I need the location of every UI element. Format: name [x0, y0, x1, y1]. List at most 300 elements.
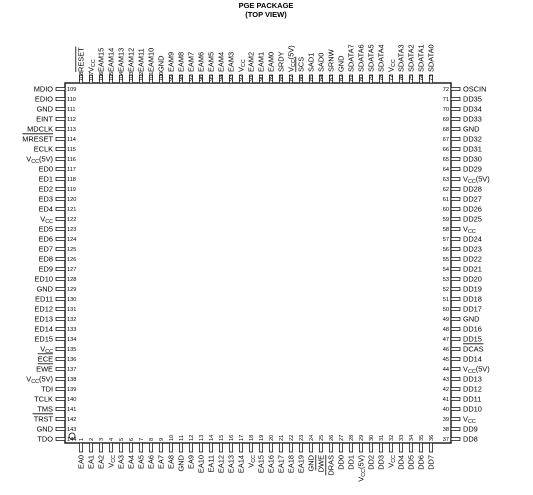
pin-lead-20 — [269, 443, 272, 452]
pin-lead-29 — [359, 443, 362, 452]
pin-lead-142 — [56, 417, 65, 420]
signal-ea1: EA1 — [86, 455, 96, 469]
pin-lead-34 — [409, 443, 412, 452]
pin-number-136: 136 — [67, 357, 77, 363]
pin-number-82: 82 — [339, 74, 345, 81]
signal-ed14: ED14 — [34, 324, 53, 334]
pin-number-64: 64 — [442, 167, 449, 173]
pin-lead-45 — [451, 357, 460, 360]
pin-number-68: 68 — [442, 127, 449, 133]
view-subtitle: (TOP VIEW) — [245, 10, 287, 19]
pin-number-102: 102 — [139, 71, 145, 81]
pin-lead-17 — [239, 443, 242, 452]
pin-number-138: 138 — [67, 377, 77, 383]
signal-ed5: ED5 — [38, 224, 53, 234]
signal-ed2: ED2 — [38, 184, 53, 194]
pin-number-75: 75 — [409, 74, 415, 81]
pin-number-26: 26 — [329, 434, 335, 441]
pin-number-141: 141 — [67, 407, 77, 413]
pin-number-39: 39 — [442, 417, 449, 423]
pin-number-5: 5 — [119, 437, 125, 441]
pin-number-16: 16 — [229, 434, 235, 441]
signal-eam11: EAM11 — [136, 48, 146, 72]
pin-number-83: 83 — [329, 74, 335, 81]
pin-number-113: 113 — [67, 127, 76, 133]
pin-lead-5 — [119, 443, 122, 452]
pin-lead-21 — [279, 443, 282, 452]
signal-dd26: DD26 — [463, 204, 482, 214]
signal-ea0: EA0 — [76, 455, 86, 469]
pin-number-42: 42 — [442, 387, 449, 393]
pin-lead-138 — [56, 377, 65, 380]
signal-eam4: EAM4 — [216, 51, 226, 72]
pin-lead-131 — [56, 307, 65, 310]
pin-number-51: 51 — [442, 297, 449, 303]
pin-lead-112 — [56, 117, 65, 120]
pin-number-19: 19 — [259, 434, 265, 441]
signal-ea3: EA3 — [116, 455, 126, 469]
signal-dwe: DWE — [316, 455, 326, 473]
pin-lead-117 — [56, 167, 65, 170]
signal-dd22: DD22 — [463, 254, 482, 264]
pin-number-137: 137 — [67, 367, 77, 373]
signal-vcc-5v: $V_{CC}(5V)$ — [26, 374, 53, 386]
signal-ed7: ED7 — [38, 244, 53, 254]
signal-dd35: DD35 — [463, 94, 482, 104]
pin-lead-26 — [329, 443, 332, 452]
signal-ed10: ED10 — [34, 274, 53, 284]
pin-number-8: 8 — [149, 437, 155, 441]
signal-sdata1: SDATA1 — [416, 44, 426, 72]
pin-number-106: 106 — [99, 71, 105, 81]
signal-eclk: ECLK — [33, 144, 53, 154]
pin-number-127: 127 — [67, 267, 77, 273]
pin-number-123: 123 — [67, 227, 77, 233]
pin-number-45: 45 — [442, 357, 449, 363]
signal-tdi: TDI — [41, 384, 53, 394]
pin-number-110: 110 — [67, 97, 76, 103]
pin-lead-50 — [451, 307, 460, 310]
pin-number-107: 107 — [89, 71, 95, 81]
pin-lead-136 — [56, 357, 65, 360]
signal-gnd: GND — [36, 104, 53, 114]
pin-number-11: 11 — [179, 435, 185, 441]
signal-eam14: EAM14 — [106, 47, 116, 72]
signal-tclk: TCLK — [34, 394, 53, 404]
pin-number-70: 70 — [442, 107, 449, 113]
pin-lead-67 — [451, 137, 460, 140]
signal-eam5: EAM5 — [206, 51, 216, 72]
pin-number-24: 24 — [309, 434, 315, 441]
signal-dd30: DD30 — [463, 154, 482, 164]
pin-lead-51 — [451, 297, 460, 300]
signal-ea11: EA11 — [206, 455, 216, 473]
pin-lead-25 — [319, 443, 322, 452]
signal-ed0: ED0 — [38, 164, 53, 174]
signal-dd0: DD0 — [336, 455, 346, 470]
pin-number-93: 93 — [229, 74, 235, 81]
pin-lead-13 — [199, 443, 202, 452]
pin-number-131: 131 — [67, 307, 77, 313]
pin-number-40: 40 — [442, 407, 449, 413]
pin-number-41: 41 — [442, 397, 449, 403]
pin-lead-121 — [56, 207, 65, 210]
pin-number-84: 84 — [319, 74, 325, 81]
pin-number-140: 140 — [67, 397, 77, 403]
pin-number-77: 77 — [389, 74, 395, 81]
pin-lead-30 — [369, 443, 372, 452]
pin-number-66: 66 — [442, 147, 449, 153]
pin-number-28: 28 — [349, 434, 355, 441]
pin-number-142: 142 — [67, 417, 77, 423]
pin-lead-128 — [56, 277, 65, 280]
pin-number-22: 22 — [289, 434, 295, 441]
pin-lead-59 — [451, 217, 460, 220]
signal-ed3: ED3 — [38, 194, 53, 204]
signal-vcc: $V_{CC}$ — [40, 214, 53, 226]
signal-ea5: EA5 — [136, 455, 146, 469]
signal-tms: TMS — [37, 404, 53, 414]
pin-lead-24 — [309, 443, 312, 452]
pin-number-94: 94 — [219, 74, 225, 81]
signal-ea14: EA14 — [236, 455, 246, 474]
pin-number-115: 115 — [67, 147, 76, 153]
signal-dd16: DD16 — [463, 324, 482, 334]
pin-number-97: 97 — [189, 74, 195, 81]
pin-number-7: 7 — [139, 437, 145, 441]
pin-number-119: 119 — [67, 187, 76, 193]
pin-lead-115 — [56, 147, 65, 150]
pin-number-21: 21 — [279, 434, 285, 441]
pin-number-31: 31 — [379, 434, 385, 441]
signal-vcc-5v: $V_{CC}(5V)$ — [286, 45, 298, 72]
signal-ed6: ED6 — [38, 234, 53, 244]
pin-lead-15 — [219, 443, 222, 452]
pin-number-18: 18 — [249, 434, 255, 441]
pin-number-10: 10 — [169, 434, 175, 441]
signal-ea10: EA10 — [196, 455, 206, 474]
pin-lead-55 — [451, 257, 460, 260]
pin-number-58: 58 — [442, 227, 449, 233]
signal-dd23: DD23 — [463, 244, 482, 254]
signal-dd1: DD1 — [346, 455, 356, 470]
pin-number-104: 104 — [119, 71, 125, 81]
pin-lead-12 — [189, 443, 192, 452]
pin-number-23: 23 — [299, 434, 305, 441]
signal-dd18: DD18 — [463, 294, 482, 304]
pin-number-139: 139 — [67, 387, 77, 393]
signal-eam7: EAM7 — [186, 51, 196, 72]
pin-lead-57 — [451, 237, 460, 240]
pin-number-52: 52 — [442, 287, 449, 293]
signal-dd34: DD34 — [463, 104, 482, 114]
signal-gnd: GND — [36, 424, 53, 434]
pin-number-121: 121 — [67, 207, 77, 213]
pin-lead-56 — [451, 247, 460, 250]
signal-dd3: DD3 — [376, 455, 386, 470]
pin-lead-124 — [56, 237, 65, 240]
signal-scs: SCS — [296, 56, 306, 72]
pin-number-34: 34 — [409, 434, 415, 441]
pin-number-2: 2 — [89, 437, 95, 441]
pin-number-63: 63 — [442, 177, 449, 183]
pin-number-105: 105 — [109, 71, 115, 81]
pin-lead-109 — [56, 87, 65, 90]
pin-number-25: 25 — [319, 434, 325, 441]
signal-dd7: DD7 — [426, 455, 436, 470]
pin-lead-44 — [451, 367, 460, 370]
signal-reset: RESET — [76, 47, 86, 72]
signal-dd5: DD5 — [406, 455, 416, 470]
signal-dd10: DD10 — [463, 404, 482, 414]
signal-dd15: DD15 — [463, 334, 482, 344]
signal-vcc: $V_{CC}$ — [463, 224, 476, 236]
pin-lead-1 — [79, 443, 82, 452]
signal-dd14: DD14 — [463, 354, 482, 364]
signal-vcc: $V_{CC}$ — [246, 455, 258, 468]
signal-vcc: $V_{CC}$ — [386, 455, 398, 468]
pin-lead-53 — [451, 277, 460, 280]
pin-lead-69 — [451, 117, 460, 120]
signal-sad0: SAD0 — [316, 52, 326, 72]
pin-number-73: 73 — [429, 74, 435, 81]
pin-lead-129 — [56, 287, 65, 290]
signal-ea4: EA4 — [126, 455, 136, 469]
pin-number-50: 50 — [442, 307, 449, 313]
pin-lead-122 — [56, 217, 65, 220]
signal-dras: DRAS — [326, 455, 336, 476]
pin-number-6: 6 — [129, 437, 135, 441]
signal-ed9: ED9 — [38, 264, 53, 274]
signal-gnd: GND — [156, 55, 166, 72]
pin-lead-39 — [451, 417, 460, 420]
pin-number-92: 92 — [239, 74, 245, 81]
signal-sdata4: SDATA4 — [376, 44, 386, 72]
signal-mreset: MRESET — [22, 134, 53, 144]
pin-lead-140 — [56, 397, 65, 400]
pin-lead-54 — [451, 267, 460, 270]
pin-number-48: 48 — [442, 327, 449, 333]
pin-number-90: 90 — [259, 74, 265, 81]
pin-lead-137 — [56, 367, 65, 370]
pin-number-120: 120 — [67, 197, 77, 203]
signal-dd24: DD24 — [463, 234, 482, 244]
pin-lead-32 — [389, 443, 392, 452]
pin-lead-9 — [159, 443, 162, 452]
signal-gnd: GND — [306, 455, 316, 472]
pin-lead-6 — [129, 443, 132, 452]
pin-lead-14 — [209, 443, 212, 452]
signal-ea12: EA12 — [216, 455, 226, 474]
pin-number-59: 59 — [442, 217, 449, 223]
pin-number-67: 67 — [442, 137, 449, 143]
signal-dd33: DD33 — [463, 114, 482, 124]
pin-number-33: 33 — [399, 434, 405, 441]
pin-lead-111 — [56, 107, 65, 110]
signal-ea9: EA9 — [186, 455, 196, 469]
signal-vcc-5v: $V_{CC}(5V)$ — [463, 364, 490, 376]
signal-gnd: GND — [36, 284, 53, 294]
signal-ed12: ED12 — [34, 304, 53, 314]
package-title: PGE PACKAGE — [238, 1, 294, 10]
pin-number-117: 117 — [67, 167, 76, 173]
pin-number-1: 1 — [79, 437, 85, 441]
signal-dd11: DD11 — [463, 394, 482, 404]
signal-eam10: EAM10 — [146, 47, 156, 72]
pin-number-126: 126 — [67, 257, 77, 263]
pin-number-122: 122 — [67, 217, 77, 223]
signal-vcc: $V_{CC}$ — [236, 59, 248, 72]
pin-lead-114 — [56, 137, 65, 140]
pin-number-130: 130 — [67, 297, 77, 303]
pin-number-65: 65 — [442, 157, 449, 163]
pin-lead-134 — [56, 337, 65, 340]
signal-oscin: OSCIN — [463, 84, 487, 94]
pin-lead-3 — [99, 443, 102, 452]
signal-eam1: EAM1 — [256, 51, 266, 72]
signal-vcc: $V_{CC}$ — [463, 414, 476, 426]
pin-number-132: 132 — [67, 317, 77, 323]
pin-lead-61 — [451, 197, 460, 200]
pin-number-3: 3 — [99, 437, 105, 441]
signal-eam12: EAM12 — [126, 47, 136, 72]
signal-dd8: DD8 — [463, 434, 478, 444]
pin-lead-130 — [56, 297, 65, 300]
pin-lead-71 — [451, 97, 460, 100]
pin-lead-72 — [451, 87, 460, 90]
signal-eam13: EAM13 — [116, 47, 126, 72]
pin-lead-11 — [179, 443, 182, 452]
pin-number-36: 36 — [429, 434, 435, 441]
signal-sdata3: SDATA3 — [396, 44, 406, 72]
pin-number-35: 35 — [419, 434, 425, 441]
pin-number-103: 103 — [129, 71, 135, 81]
signal-vcc-5v: $V_{CC}(5V)$ — [26, 154, 53, 166]
signal-dd9: DD9 — [463, 424, 478, 434]
pin-lead-37 — [451, 437, 460, 440]
signal-srnw: SRNW — [326, 49, 336, 72]
pin-number-111: 111 — [67, 107, 76, 113]
pin-number-37: 37 — [442, 437, 449, 443]
signal-dd17: DD17 — [463, 304, 482, 314]
pin-lead-66 — [451, 147, 460, 150]
pin-lead-40 — [451, 407, 460, 410]
signal-tdo: TDO — [37, 434, 53, 444]
signal-vcc: $V_{CC}$ — [386, 59, 398, 72]
pin-number-133: 133 — [67, 327, 77, 333]
pin-number-72: 72 — [442, 87, 449, 93]
signal-gnd: GND — [336, 55, 346, 72]
pin-lead-28 — [349, 443, 352, 452]
pin-number-12: 12 — [189, 434, 195, 441]
pin-lead-132 — [56, 317, 65, 320]
pin-number-114: 114 — [67, 137, 76, 143]
pin-number-100: 100 — [159, 71, 165, 81]
signal-dd29: DD29 — [463, 164, 482, 174]
pin-number-101: 101 — [149, 71, 155, 81]
signal-sdata7: SDATA7 — [346, 44, 356, 72]
pin-lead-8 — [149, 443, 152, 452]
pin-number-56: 56 — [442, 247, 449, 253]
pin-lead-62 — [451, 187, 460, 190]
pin-number-71: 71 — [442, 97, 449, 103]
pin-lead-68 — [451, 127, 460, 130]
pin-number-79: 79 — [369, 74, 375, 81]
pin-number-9: 9 — [159, 437, 165, 441]
signal-ea17: EA17 — [276, 455, 286, 474]
pin-lead-35 — [419, 443, 422, 452]
signal-ea15: EA15 — [256, 455, 266, 474]
pin-number-116: 116 — [67, 157, 76, 163]
signal-ed13: ED13 — [34, 314, 53, 324]
pin-lead-116 — [56, 157, 65, 160]
signal-ed8: ED8 — [38, 254, 53, 264]
pin-lead-38 — [451, 427, 460, 430]
pin-number-49: 49 — [442, 317, 449, 323]
pin-lead-139 — [56, 387, 65, 390]
signal-ea7: EA7 — [156, 455, 166, 469]
signal-vcc-5v: $V_{CC}(5V)$ — [463, 174, 490, 186]
pin-number-112: 112 — [67, 117, 76, 123]
pin-number-69: 69 — [442, 117, 449, 123]
pin-number-87: 87 — [289, 74, 295, 81]
pin-lead-49 — [451, 317, 460, 320]
pin-number-108: 108 — [79, 71, 85, 81]
pin-lead-125 — [56, 247, 65, 250]
signal-dd12: DD12 — [463, 384, 482, 394]
pin-lead-22 — [289, 443, 292, 452]
pin-lead-41 — [451, 397, 460, 400]
signal-ece: ECE — [37, 354, 53, 364]
pin-number-43: 43 — [442, 377, 449, 383]
pin-number-4: 4 — [109, 437, 115, 441]
signal-vcc: $V_{CC}$ — [106, 455, 118, 468]
pin-lead-120 — [56, 197, 65, 200]
pin-number-125: 125 — [67, 247, 77, 253]
package-body — [65, 83, 451, 443]
pin-number-118: 118 — [67, 177, 76, 183]
signal-ea13: EA13 — [226, 455, 236, 474]
signal-gnd: GND — [176, 455, 186, 472]
pin-lead-119 — [56, 187, 65, 190]
pin-number-129: 129 — [67, 287, 77, 293]
pin-number-13: 13 — [199, 434, 205, 441]
pin-number-38: 38 — [442, 427, 449, 433]
signal-ea8: EA8 — [166, 455, 176, 469]
pin-number-98: 98 — [179, 74, 185, 81]
pin-number-144: 144 — [67, 437, 77, 443]
signal-dd13: DD13 — [463, 374, 482, 384]
signal-dd21: DD21 — [463, 264, 482, 274]
pin-lead-2 — [89, 443, 92, 452]
signal-dd4: DD4 — [396, 455, 406, 470]
signal-ed11: ED11 — [35, 294, 53, 304]
signal-srdy: SRDY — [276, 51, 286, 72]
pin-number-86: 86 — [299, 74, 305, 81]
signal-eam8: EAM8 — [176, 51, 186, 72]
signal-eam3: EAM3 — [226, 51, 236, 72]
pin-number-60: 60 — [442, 207, 449, 213]
pin-lead-27 — [339, 443, 342, 452]
signal-dd6: DD6 — [416, 455, 426, 470]
pin-number-61: 61 — [442, 197, 449, 203]
pin-number-15: 15 — [219, 434, 225, 441]
pin-number-30: 30 — [369, 434, 375, 441]
pin-number-54: 54 — [442, 267, 449, 273]
pin-number-128: 128 — [67, 277, 77, 283]
signal-dcas: DCAS — [463, 344, 484, 354]
pin-lead-127 — [56, 267, 65, 270]
